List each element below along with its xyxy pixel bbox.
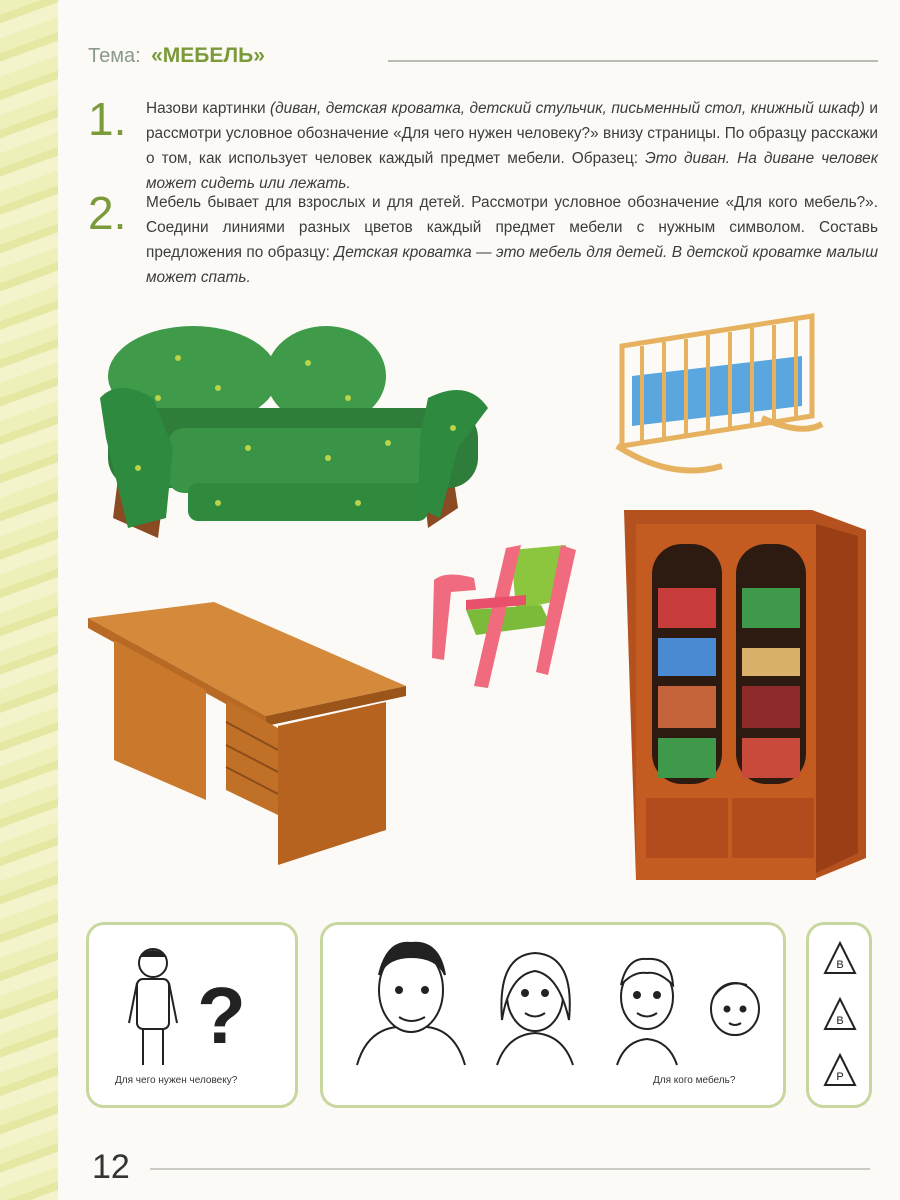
page-header bbox=[88, 44, 878, 80]
for-whom-caption: Для кого мебель? bbox=[653, 1075, 736, 1086]
bookcase-picture bbox=[622, 508, 868, 884]
decorative-margin-strip bbox=[0, 0, 58, 1200]
what-for-symbol-box bbox=[86, 922, 298, 1108]
child-chair-picture bbox=[426, 540, 580, 690]
task-number: 2. bbox=[88, 187, 127, 239]
crib-picture bbox=[612, 306, 824, 482]
svg-text:?: ? bbox=[197, 971, 246, 1060]
task-number: 1. bbox=[88, 93, 127, 145]
task-text-part: Мебель бывает для взрослых и для детей. Рассмотри условное обозначение «Для кого мебель?». Соедини линиями разных цветов каждый предмет мебели с нужным символом. Составь предложения по образцу: bbox=[146, 194, 878, 261]
desk-picture bbox=[86, 600, 410, 868]
task-1 bbox=[88, 93, 878, 192]
family-faces-icon bbox=[347, 935, 767, 1075]
task-text-part: и рассмотри условное обозначение «Для чего нужен человеку?» внизу страницы. По образцу расскажи о том, как использует человек каждый предмет мебели. Образец: bbox=[146, 100, 878, 167]
task-text-part: Детская кроватка — это мебель для детей. В детской кроватке малыш может спать. bbox=[146, 244, 879, 286]
page-number: 12 bbox=[92, 1148, 130, 1186]
theme-label: Тема: bbox=[88, 45, 141, 67]
sofa-picture bbox=[98, 318, 490, 546]
task-text-part: Это диван. На диване человек может сидеть или лежать. bbox=[146, 150, 878, 192]
task-text-part: Назови картинки bbox=[146, 100, 271, 117]
triangle-letter: В bbox=[836, 959, 844, 971]
theme-title: «МЕБЕЛЬ» bbox=[151, 44, 265, 67]
triangle-letter: В bbox=[836, 1015, 844, 1027]
task-text bbox=[146, 190, 878, 290]
for-whom-symbol-box bbox=[320, 922, 786, 1108]
child-question-icon bbox=[125, 943, 275, 1073]
task-2 bbox=[88, 187, 879, 290]
task-text-part: (диван, детская кроватка, детский стульчик, письменный стол, книжный шкаф) bbox=[270, 100, 865, 117]
task-text bbox=[146, 96, 878, 196]
header-divider bbox=[388, 60, 878, 62]
what-for-caption: Для чего нужен человеку? bbox=[115, 1075, 238, 1086]
triangle-icon bbox=[823, 997, 857, 1031]
footer-divider bbox=[150, 1168, 870, 1170]
triangle-symbols-strip bbox=[806, 922, 872, 1108]
triangle-letter: Р bbox=[836, 1071, 844, 1083]
triangle-icon bbox=[823, 941, 857, 975]
triangle-icon bbox=[823, 1053, 857, 1087]
